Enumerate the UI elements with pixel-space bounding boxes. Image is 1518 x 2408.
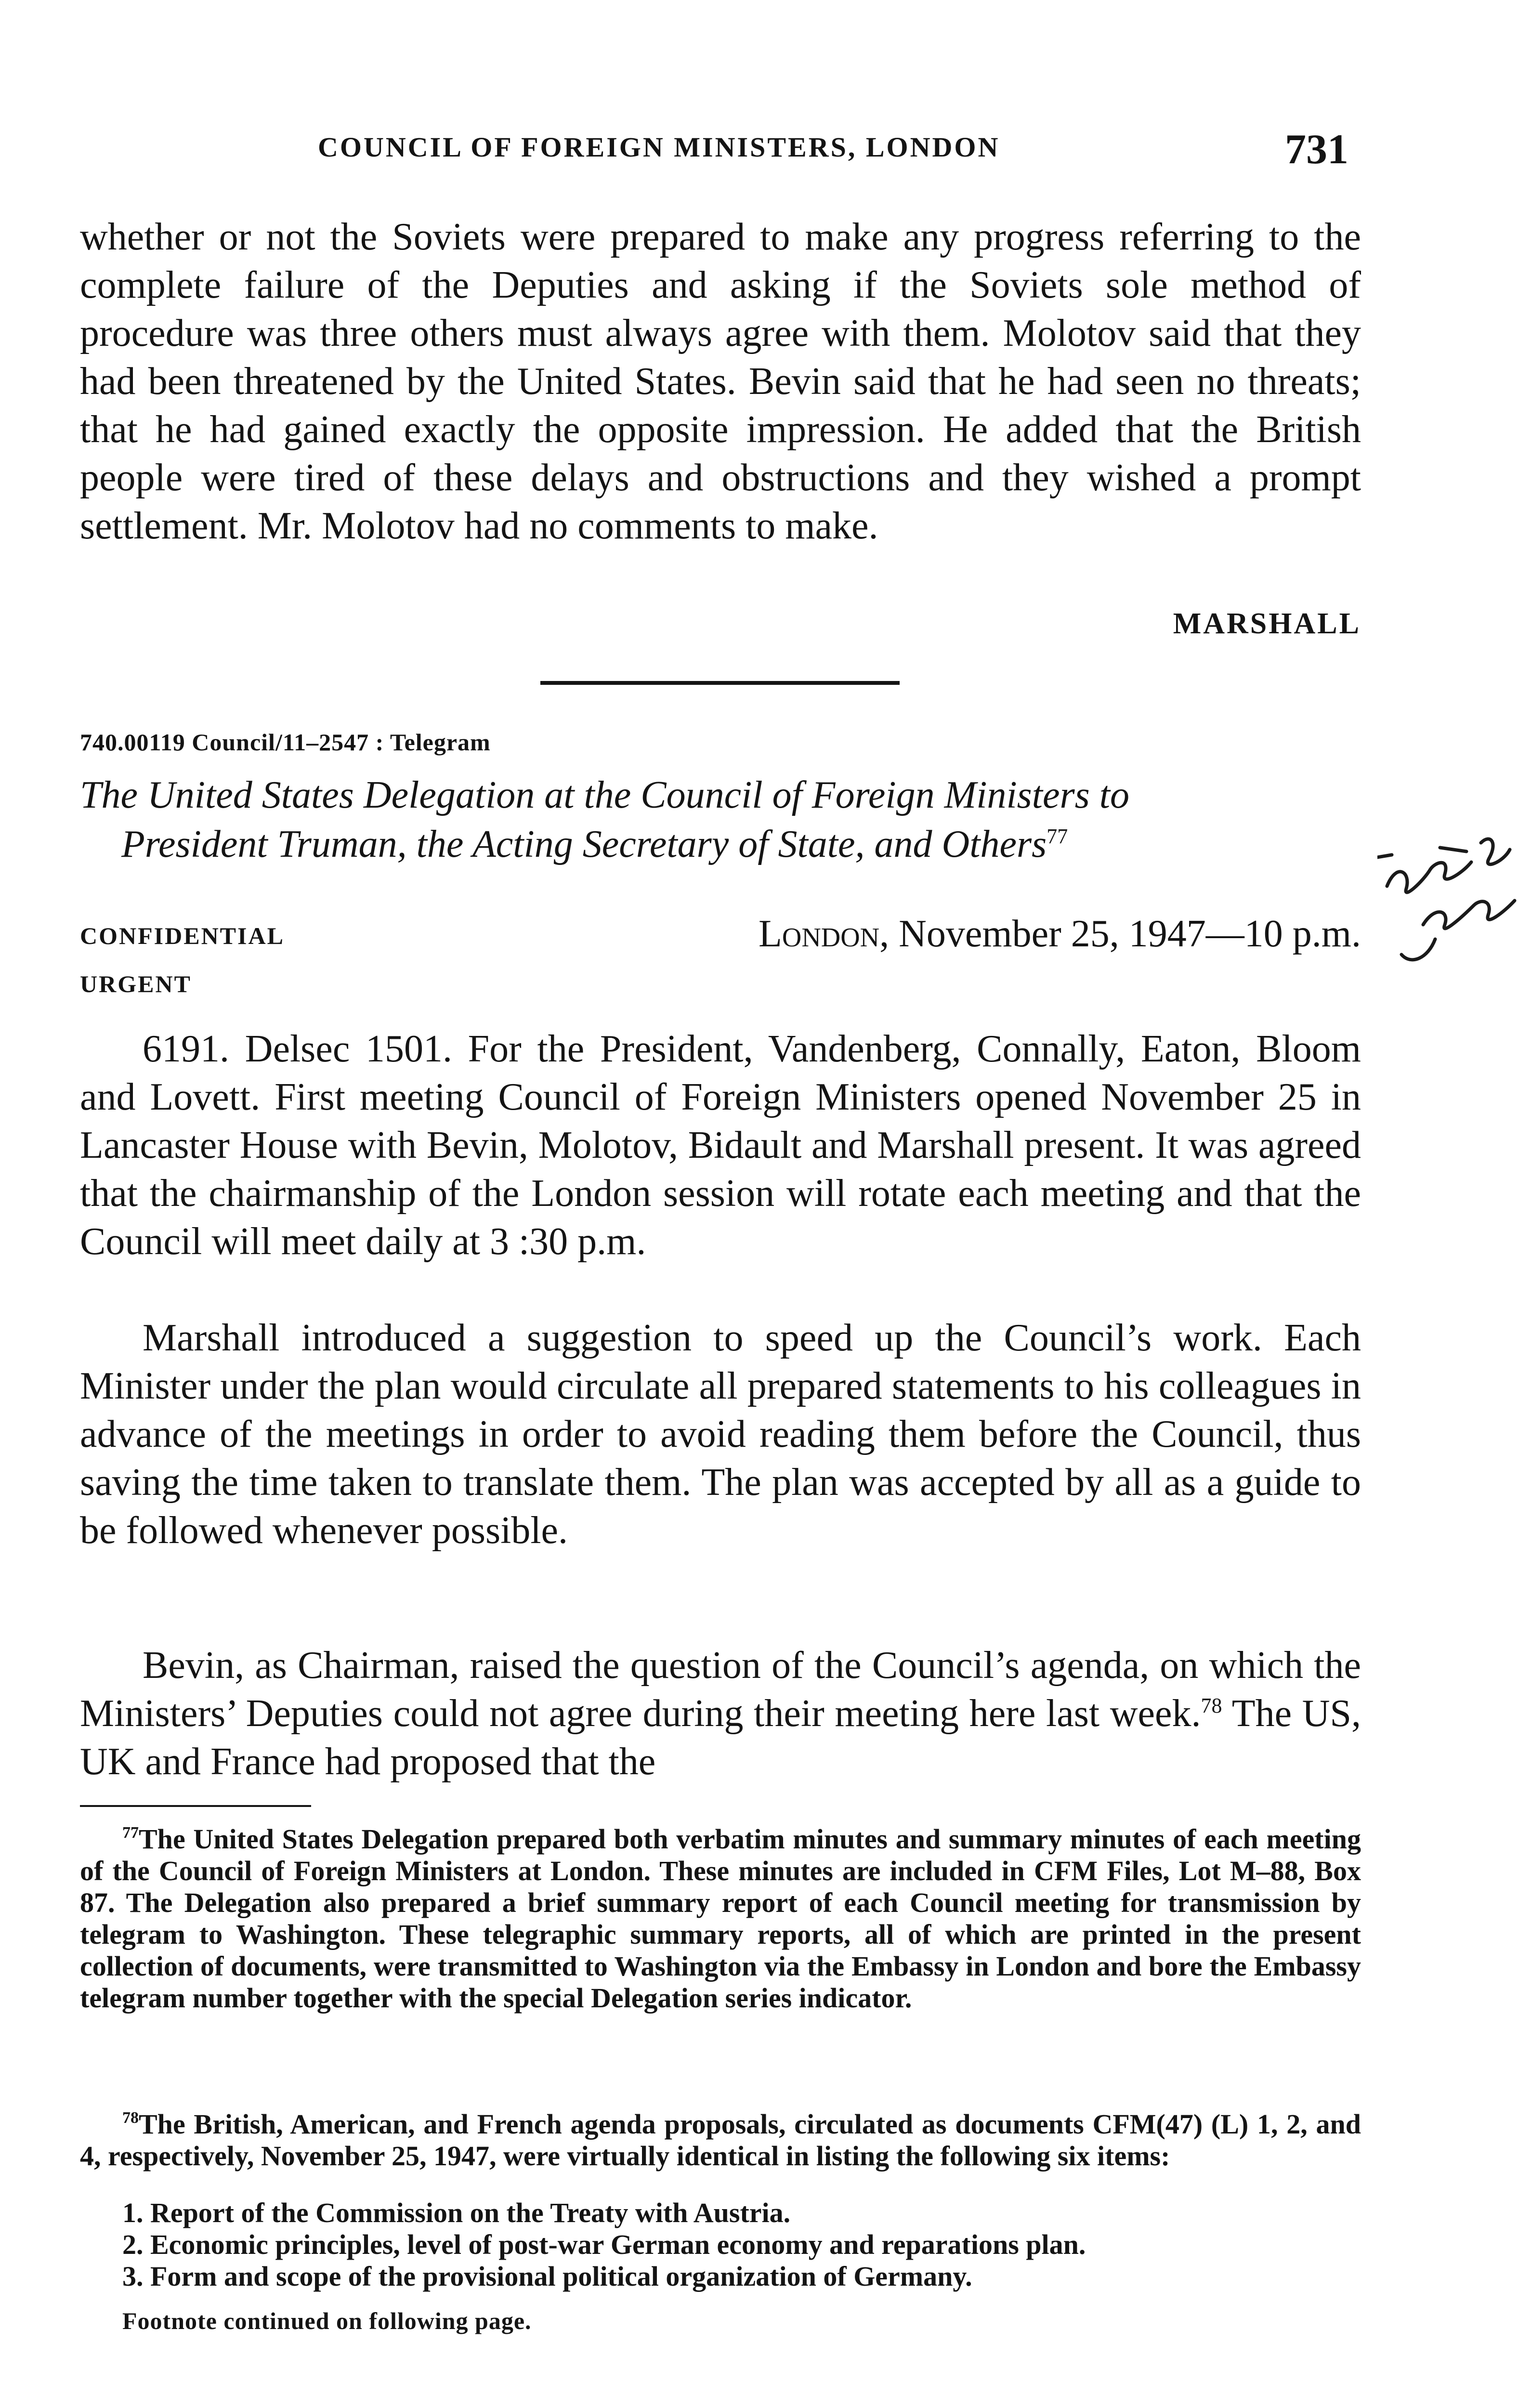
document-title-line-2-text: President Truman, the Acting Secretary of State, and Others [121,823,1047,865]
urgency-label: URGENT [80,970,192,997]
footnote-77-mark: 77 [122,1824,139,1842]
document-title-line-1: The United States Delegation at the Council of Foreign Ministers to [80,774,1130,816]
footnote-78-mark: 78 [122,2109,139,2127]
dateline-place: London [759,913,880,955]
agenda-item: 1. Report of the Commission on the Treaty with Austria. [122,2197,791,2228]
document-title-line-2 [80,820,1361,869]
footnote-78-text: The British, American, and French agenda proposals, circulated as documents CFM(47) (L) 1, 2, and 4, respectively, November 25, 1947, were virtually identical in listing the following six items: [80,2108,1361,2172]
footnote-divider [80,1805,311,1807]
paragraph-bevin-agenda-continued: The US, UK and France had proposed that the [80,1692,1361,1783]
dateline [759,912,1361,956]
dateline-date: , November 25, 1947—10 p.m. [879,913,1361,955]
footnote-mark-78: 78 [1201,1694,1222,1717]
running-header: COUNCIL OF FOREIGN MINISTERS, LONDON [318,131,1000,163]
paragraph-bevin-agenda-text: Bevin, as Chairman, raised the question of the Council’s agenda, on which the Ministers’ Deputies could not agree during their meeting here last week. [80,1644,1361,1735]
handwritten-annotation [1377,828,1518,968]
file-reference: 740.00119 Council/11–2547 : Telegram [80,729,491,756]
footnote-mark-77: 77 [1047,824,1068,848]
paragraph-marshall-suggestion: Marshall introduced a suggestion to speed up the Council’s work. Each Minister under the plan would circulate all prepared statements to his colleagues in advance of the meetings in order to avoid reading them before the Council, thus saving the time taken to translate them. The plan was accepted by all as a guide to be followed whenever possible. [80,1317,1361,1552]
section-divider [540,681,900,685]
footnote-continued-note: Footnote continued on following page. [122,2307,532,2334]
paragraph-6191: 6191. Delsec 1501. For the President, Vandenberg, Connally, Eaton, Bloom and Lovett. First meeting Council of Foreign Ministers opened November 25 in Lancaster House with Bevin, Molotov, Bidault and Marshall present. It was agreed that the chairmanship of the London session will rotate each meeting and that the Council will meet daily at 3 :30 p.m. [80,1028,1361,1263]
footnote-78 [80,2108,1361,2172]
continuation-paragraph: whether or not the Soviets were prepared to make any progress referring to the complete failure of the Deputies and asking if the Soviets sole method of procedure was three others must always agree with them. Molotov said that they had been threatened by the United States. Bevin said that he had seen no threats; that he had gained exactly the opposite impression. He added that the British people were tired of these delays and obstructions and they wished a prompt settlement. Mr. Molotov had no comments to make. [80,216,1361,547]
signature: MARSHALL [1173,607,1361,640]
agenda-item-list [122,2197,1361,2292]
agenda-item: 3. Form and scope of the provisional political organization of Germany. [122,2261,972,2292]
footnote-77-text: The United States Delegation prepared both verbatim minutes and summary minutes of each meeting of the Council of Foreign Ministers at London. These minutes are included in CFM Files, Lot M–88, Box 87. The Delegation also prepared a brief summary report of each Council meeting for transmission by telegram to Washington. These telegraphic summary reports, all of which are printed in the present collection of documents, were transmitted to Washington via the Embassy in London and bore the Embassy telegram number together with the special Delegation series indicator. [80,1823,1361,2014]
classification-label: CONFIDENTIAL [80,922,285,949]
document-title [80,771,1361,869]
paragraph-bevin-agenda [80,1641,1361,1786]
page-number: 731 [1285,126,1348,173]
footnote-77 [80,1823,1361,2014]
agenda-item: 2. Economic principles, level of post-war German economy and reparations plan. [122,2229,1086,2260]
